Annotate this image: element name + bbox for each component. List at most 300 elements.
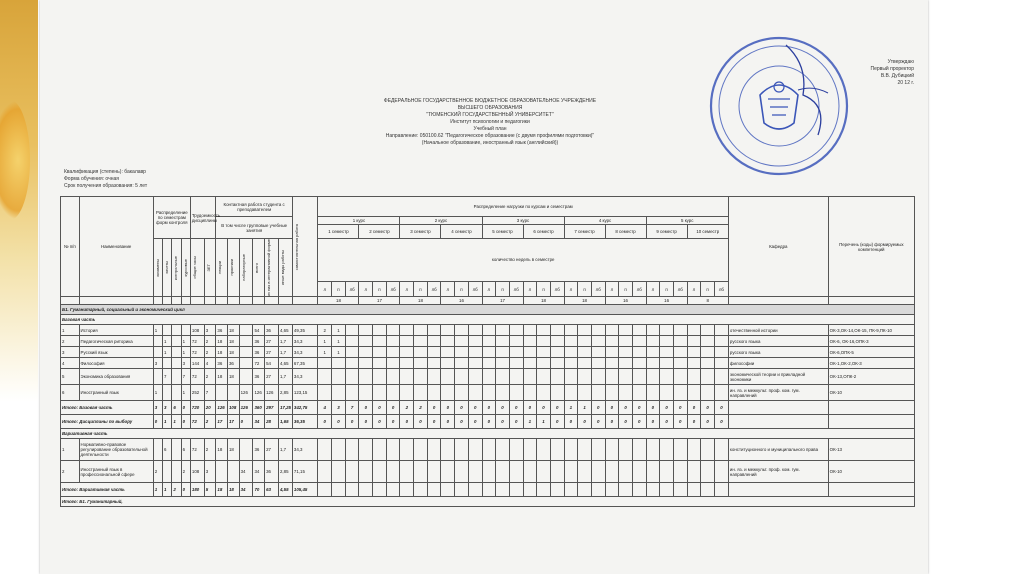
header-line: Институт психологии и педагогики (450, 119, 530, 125)
col-header-lab-label: лабораторные (240, 254, 246, 282)
sub-header: лб (386, 281, 400, 297)
sub-header: п (578, 281, 592, 297)
table-cell: 7 (345, 401, 359, 415)
table-cell: 180 (190, 483, 204, 497)
table-cell (172, 461, 181, 483)
table-cell: 108 (190, 461, 204, 483)
table-cell (550, 358, 564, 369)
table-cell: 1,65 (278, 415, 292, 429)
table-cell (550, 325, 564, 336)
semester-header: 8 семестр (605, 225, 646, 239)
table-cell (163, 461, 172, 483)
table-cell (687, 385, 701, 401)
table-cell: 18 (227, 439, 239, 461)
table-cell (701, 336, 715, 347)
table-cell: 18 (216, 347, 228, 358)
table-cell (646, 336, 660, 347)
table-cell (414, 369, 428, 385)
table-cell (441, 347, 455, 358)
table-cell: 36 (265, 325, 279, 336)
table-cell: 1 (564, 401, 578, 415)
table-cell (537, 483, 551, 497)
table-cell: 27 (265, 439, 279, 461)
table-cell (619, 385, 633, 401)
table-cell: Иностранный язык в профессиональной сфере (79, 461, 153, 483)
sub-header: п (373, 281, 387, 297)
table-cell: 2 (61, 461, 80, 483)
table-cell: 0 (619, 415, 633, 429)
weeks-count: 17 (482, 297, 523, 305)
col-header-control-label: контрольные (173, 255, 179, 280)
table-cell (509, 358, 523, 369)
table-cell (564, 347, 578, 358)
table-cell: 3 (61, 347, 80, 358)
table-cell: 0 (332, 415, 346, 429)
table-cell: 3 (153, 401, 162, 415)
table-cell: 0 (646, 401, 660, 415)
table-cell (714, 461, 728, 483)
section-cycle (61, 305, 915, 315)
table-cell (660, 325, 674, 336)
table-cell (468, 369, 482, 385)
table-cell (332, 439, 346, 461)
table-cell (359, 385, 373, 401)
table-cell (619, 325, 633, 336)
table-cell (728, 297, 828, 305)
course-header: 2 курс (400, 217, 482, 225)
table-cell (359, 439, 373, 461)
sub-header: л (359, 281, 373, 297)
table-cell (828, 401, 914, 415)
table-cell (660, 385, 674, 401)
table-cell (427, 439, 441, 461)
table-cell (632, 347, 646, 358)
table-cell (216, 385, 228, 401)
table-cell: 0 (482, 415, 496, 429)
table-cell: 0 (632, 415, 646, 429)
table-cell: 34 (239, 483, 253, 497)
table-cell: 17 (227, 415, 239, 429)
table-cell: 71,15 (292, 461, 318, 483)
col-header-tests-label: зачеты (164, 261, 170, 275)
table-cell: 72 (190, 369, 204, 385)
semester-header: 3 семестр (400, 225, 441, 239)
table-cell: Нормативно-правовое регулирование образовательной деятельности (79, 439, 153, 461)
table-cell: 0 (386, 415, 400, 429)
weeks-count: 8 (687, 297, 728, 305)
table-cell: 0 (591, 415, 605, 429)
table-cell (172, 336, 181, 347)
dept-cell: ин. яз. и межкульт. проф. ком. гум. направлений (728, 461, 828, 483)
table-cell: 34,3 (292, 369, 318, 385)
col-header-lect-label: лекции (217, 261, 223, 275)
sub-header: л (564, 281, 578, 297)
table-cell: 49,35 (292, 325, 318, 336)
weeks-row (61, 297, 915, 305)
table-cell (468, 336, 482, 347)
table-cell (400, 358, 414, 369)
table-cell (455, 325, 469, 336)
table-cell (550, 347, 564, 358)
approval-line: Первый проректор (870, 66, 914, 72)
table-cell (427, 385, 441, 401)
table-cell: 0 (427, 401, 441, 415)
competence-cell: ОК-3,ОК-14,ОК-15, ПК-9,ПК-10 (828, 325, 914, 336)
table-cell (496, 325, 510, 336)
table-cell (386, 439, 400, 461)
table-cell (701, 325, 715, 336)
table-cell (828, 483, 914, 497)
table-cell (427, 358, 441, 369)
table-cell (496, 385, 510, 401)
table-cell: 27 (265, 369, 279, 385)
curriculum-table (60, 196, 915, 507)
table-cell (701, 439, 715, 461)
col-header-pract (227, 239, 239, 297)
table-cell (646, 483, 660, 497)
table-cell (550, 369, 564, 385)
table-cell (163, 325, 172, 336)
col-header-tests (163, 239, 172, 297)
table-cell: 0 (605, 401, 619, 415)
table-header-row (61, 197, 915, 217)
section-total-cycle (61, 497, 915, 507)
table-cell (441, 439, 455, 461)
table-cell: 72 (190, 439, 204, 461)
table-cell: 54 (253, 325, 265, 336)
table-cell (646, 385, 660, 401)
table-row (61, 358, 915, 369)
table-cell: 18 (216, 336, 228, 347)
table-cell (441, 336, 455, 347)
table-cell: 0 (468, 401, 482, 415)
col-header-other (278, 239, 292, 297)
table-cell (523, 325, 537, 336)
competence-cell: ОК-10 (828, 461, 914, 483)
table-cell: 1 (523, 415, 537, 429)
table-cell: 5 (204, 483, 216, 497)
sub-header: п (619, 281, 633, 297)
table-cell (673, 439, 687, 461)
table-cell (564, 385, 578, 401)
col-header-course (181, 239, 190, 297)
semester-header: 6 семестр (523, 225, 564, 239)
table-cell (714, 385, 728, 401)
table-cell (701, 358, 715, 369)
weeks-count: 18 (523, 297, 564, 305)
table-cell (482, 483, 496, 497)
table-cell (673, 461, 687, 483)
table-cell (591, 325, 605, 336)
table-cell: 4,55 (278, 483, 292, 497)
table-cell (701, 347, 715, 358)
table-cell (455, 439, 469, 461)
table-cell (550, 439, 564, 461)
semester-header: 7 семестр (564, 225, 605, 239)
table-cell (673, 369, 687, 385)
table-cell (414, 461, 428, 483)
table-cell (632, 325, 646, 336)
table-cell (345, 439, 359, 461)
table-cell (227, 297, 239, 305)
table-cell (373, 336, 387, 347)
table-cell (373, 439, 387, 461)
table-cell: 34 (239, 461, 253, 483)
table-cell: 6 (181, 439, 190, 461)
table-cell: 36 (227, 358, 239, 369)
table-cell: 6 (163, 439, 172, 461)
table-cell (441, 325, 455, 336)
table-cell (373, 358, 387, 369)
table-cell: 1 (61, 325, 80, 336)
table-cell (714, 369, 728, 385)
table-cell: 36 (216, 358, 228, 369)
table-cell (163, 385, 172, 401)
table-cell (605, 336, 619, 347)
table-cell (687, 358, 701, 369)
sub-header: п (660, 281, 674, 297)
table-cell: 123,15 (292, 385, 318, 401)
table-cell (578, 483, 592, 497)
table-cell (701, 483, 715, 497)
table-cell (318, 358, 332, 369)
meta-line: Форма обучения: очная (64, 176, 119, 182)
table-cell (345, 483, 359, 497)
total-variable-row (61, 483, 915, 497)
table-cell: 1 (332, 325, 346, 336)
table-cell (632, 439, 646, 461)
table-cell: 0 (181, 415, 190, 429)
table-cell: 18 (227, 325, 239, 336)
table-cell (239, 347, 253, 358)
table-cell (318, 483, 332, 497)
table-cell (660, 483, 674, 497)
table-cell (373, 483, 387, 497)
table-cell: 7 (204, 385, 216, 401)
table-cell (660, 336, 674, 347)
table-cell (414, 385, 428, 401)
table-cell (578, 461, 592, 483)
table-cell (468, 325, 482, 336)
table-cell (619, 369, 633, 385)
total-base-row-label: Итого: Базовая часть (61, 401, 154, 415)
dept-cell: ин. яз. и межкульт. проф. ком. гум. направлений (728, 385, 828, 401)
table-cell (550, 461, 564, 483)
table-cell: 34 (253, 415, 265, 429)
table-cell (427, 347, 441, 358)
weeks-count: 16 (441, 297, 482, 305)
semester-header: 4 семестр (441, 225, 482, 239)
table-cell (523, 483, 537, 497)
table-cell: 0 (619, 401, 633, 415)
table-cell: 0 (427, 415, 441, 429)
table-cell (619, 336, 633, 347)
table-cell: 27 (265, 336, 279, 347)
table-cell (468, 483, 482, 497)
table-cell (619, 483, 633, 497)
table-cell (386, 385, 400, 401)
table-cell (496, 483, 510, 497)
table-cell (619, 439, 633, 461)
table-cell (632, 336, 646, 347)
table-cell: 1,7 (278, 336, 292, 347)
table-cell (632, 369, 646, 385)
table-cell: 18 (216, 369, 228, 385)
table-cell: 0 (441, 415, 455, 429)
table-cell (496, 358, 510, 369)
table-cell (537, 439, 551, 461)
table-cell: 1 (181, 385, 190, 401)
competence-cell: ОК-13,ОПК-2 (828, 369, 914, 385)
sub-header: п (537, 281, 551, 297)
table-cell: 126 (216, 401, 228, 415)
table-cell (153, 347, 162, 358)
table-cell: 18 (227, 347, 239, 358)
approval-line: Утверждаю (887, 59, 914, 65)
table-cell (646, 461, 660, 483)
course-header: 1 курс (318, 217, 400, 225)
table-cell: 36 (253, 439, 265, 461)
table-cell (509, 336, 523, 347)
table-cell (646, 369, 660, 385)
table-cell: 0 (181, 483, 190, 497)
slide-decoration (0, 0, 38, 574)
table-cell: 0 (523, 401, 537, 415)
table-cell (523, 385, 537, 401)
table-cell: 18 (216, 439, 228, 461)
col-header-distribution: Распределение по семестрам форм контроля (153, 197, 190, 239)
weeks-count: 18 (564, 297, 605, 305)
table-cell: Иностранный язык (79, 385, 153, 401)
meta-line: Срок получения образования: 5 лет (64, 183, 148, 189)
table-cell (714, 336, 728, 347)
table-cell (414, 347, 428, 358)
table-cell: 3 (153, 358, 162, 369)
table-cell (345, 385, 359, 401)
table-cell (687, 336, 701, 347)
table-cell (253, 297, 265, 305)
table-cell (359, 483, 373, 497)
dept-cell: экономической теории и прикладной экономики (728, 369, 828, 385)
table-cell: 2 (172, 483, 181, 497)
semester-header: 2 семестр (359, 225, 400, 239)
table-cell (578, 439, 592, 461)
table-cell: 0 (701, 415, 715, 429)
table-cell: 70 (253, 483, 265, 497)
table-cell: 342,75 (292, 401, 318, 415)
header-line: Направление: 050100.62 "Педагогическое образование (с двумя профилями подготовки)" (385, 133, 595, 139)
table-cell (591, 336, 605, 347)
sub-header: л (605, 281, 619, 297)
table-cell: 2,85 (278, 385, 292, 401)
table-cell (564, 325, 578, 336)
table-cell (701, 385, 715, 401)
competence-cell: ОК-6, ОК-16,ОПК-3 (828, 336, 914, 347)
table-cell: 0 (591, 401, 605, 415)
table-cell (564, 439, 578, 461)
weeks-count: 17 (359, 297, 400, 305)
col-header-zet (204, 239, 216, 297)
sub-header: л (400, 281, 414, 297)
table-row (61, 336, 915, 347)
table-cell (359, 336, 373, 347)
table-cell (523, 358, 537, 369)
table-cell: 297 (265, 401, 279, 415)
table-cell (687, 439, 701, 461)
table-cell (455, 461, 469, 483)
table-cell (523, 461, 537, 483)
table-cell (386, 336, 400, 347)
weeks-count: 18 (318, 297, 359, 305)
competence-cell: ОК-10 (828, 385, 914, 401)
table-cell: 0 (550, 401, 564, 415)
table-cell (359, 369, 373, 385)
table-cell: 34,3 (292, 347, 318, 358)
table-cell (646, 358, 660, 369)
col-header-zet-label: ЗЕТ (205, 263, 211, 272)
weeks-count: 18 (400, 297, 441, 305)
table-cell: 252 (190, 385, 204, 401)
table-cell (153, 439, 162, 461)
table-cell: 1 (163, 336, 172, 347)
table-cell (386, 369, 400, 385)
table-cell (591, 385, 605, 401)
table-cell: 0 (550, 415, 564, 429)
table-cell (591, 347, 605, 358)
table-cell: 0 (468, 415, 482, 429)
table-cell (468, 385, 482, 401)
table-cell (537, 336, 551, 347)
table-row (61, 325, 915, 336)
table-cell: 20 (204, 401, 216, 415)
table-cell (714, 358, 728, 369)
table-cell: 1 (163, 415, 172, 429)
table-cell: 34 (253, 461, 265, 483)
table-cell (509, 347, 523, 358)
table-cell: 18 (227, 336, 239, 347)
table-cell (660, 369, 674, 385)
col-header-name: Наименование (79, 197, 153, 297)
table-cell: 3 (332, 401, 346, 415)
sub-header: п (414, 281, 428, 297)
table-cell: 36 (253, 347, 265, 358)
table-cell (468, 439, 482, 461)
table-cell (482, 336, 496, 347)
table-cell: 720 (190, 401, 204, 415)
table-cell (673, 336, 687, 347)
table-cell (523, 336, 537, 347)
table-cell (386, 347, 400, 358)
table-row (61, 461, 915, 483)
table-cell: 2 (181, 461, 190, 483)
col-header-exams (153, 239, 162, 297)
document-header (330, 98, 650, 147)
table-cell (660, 461, 674, 483)
table-cell: 2 (204, 336, 216, 347)
table-cell (345, 336, 359, 347)
dept-cell: русского языка (728, 336, 828, 347)
table-cell: 2 (318, 325, 332, 336)
section-total-cycle-label: Итого: Б1. Гуманитарный, (61, 497, 915, 507)
table-cell (619, 347, 633, 358)
table-cell: 2 (61, 336, 80, 347)
table-cell (482, 439, 496, 461)
header-line: (Начальное образование, иностранный язык (английский)) (421, 140, 559, 146)
table-cell (482, 385, 496, 401)
table-cell (828, 297, 914, 305)
table-cell (455, 347, 469, 358)
col-header-labor: Трудоемкость дисциплины (190, 197, 216, 239)
